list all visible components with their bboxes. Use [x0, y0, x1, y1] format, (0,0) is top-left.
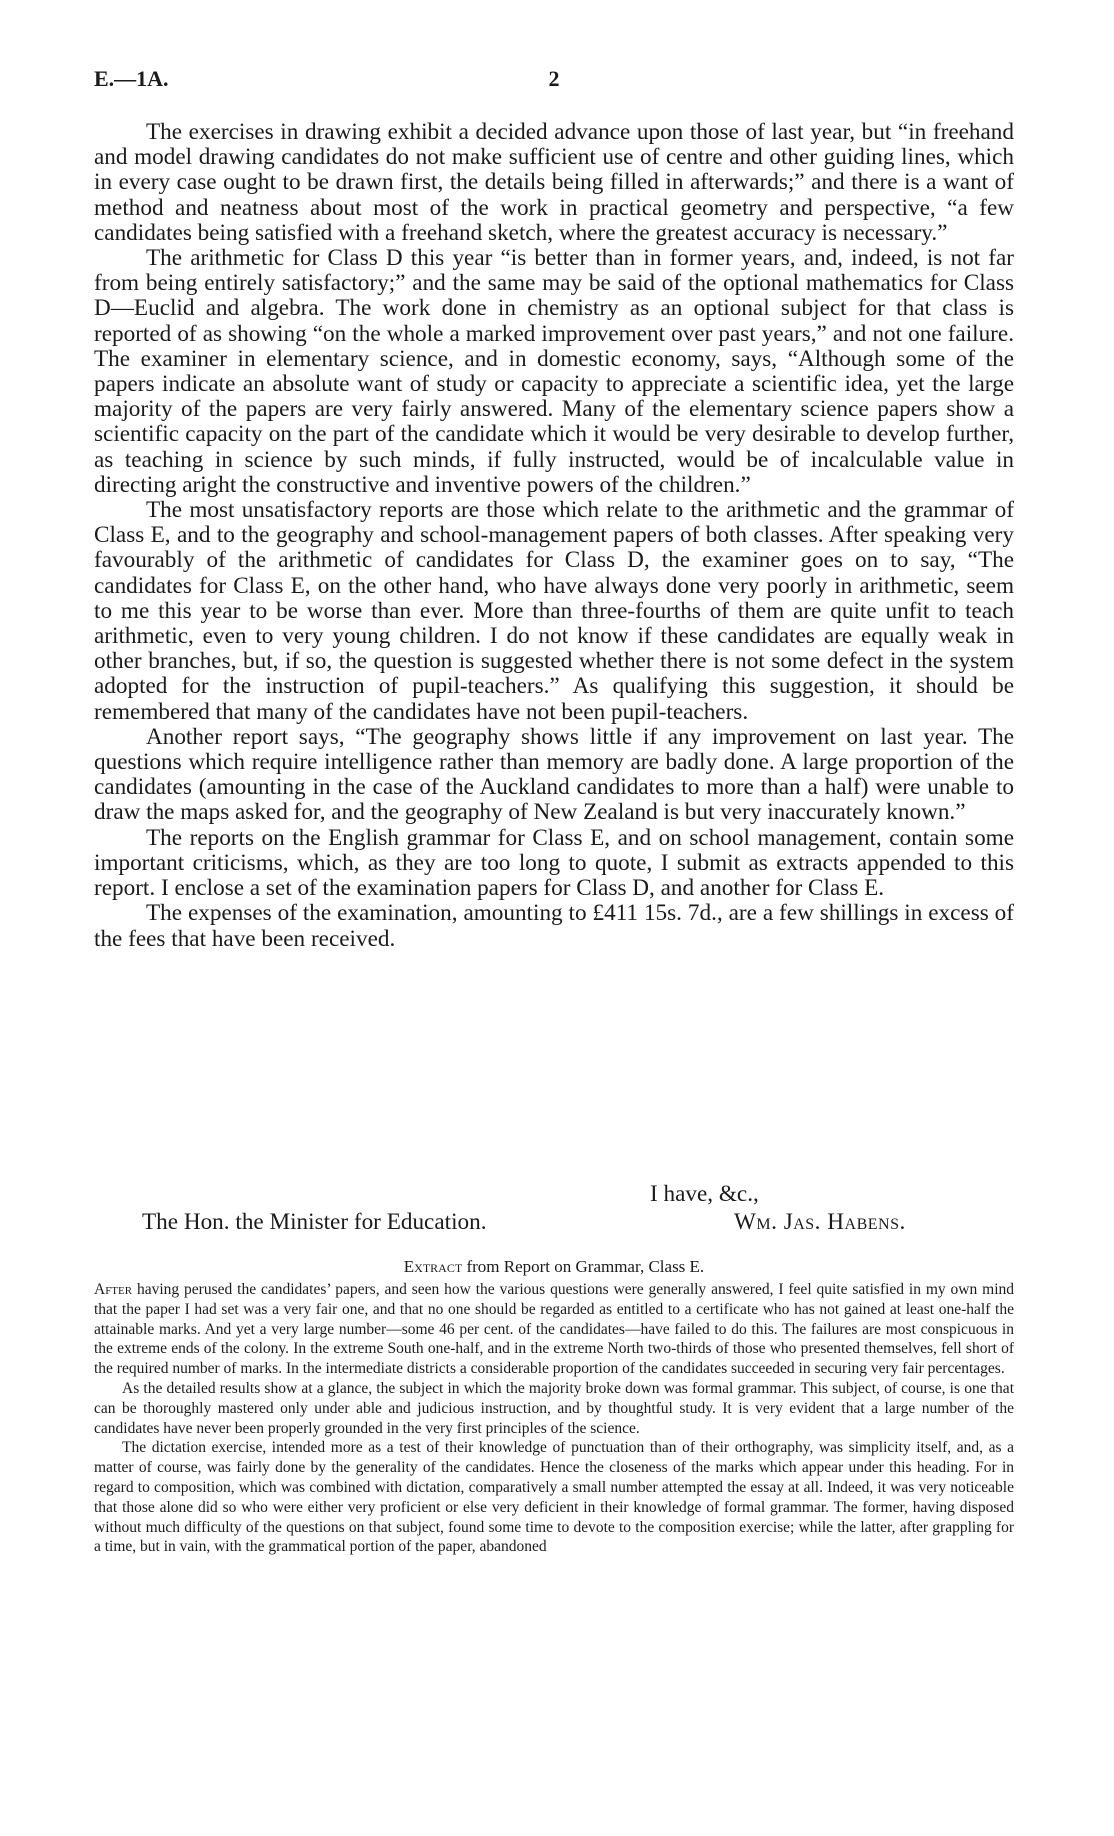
paragraph-grammar-management: The reports on the English grammar for Class E, and on school management, contain some important criticisms, which, as they are too long to quote, I submit as extracts appended to this report. I enclose a set of the examination papers for Class D, and another for Class E. [94, 824, 1014, 902]
page-number: 2 [548, 66, 560, 91]
report-body [94, 120, 1014, 952]
paragraph-unsatisfactory-reports: The most unsatisfactory reports are those which relate to the arithmetic and the grammar of Class E, and to the geography and school-management papers of both classes. After speaking very favourably of the arithmetic of candidates for Class D, the examiner goes on to say, “The candidates for Class E, on the other hand, who have always done very poorly in arithmetic, seem to me this year to be worse than ever. More than three-fourths of them are quite unfit to teach arithmetic, even to very young children. I do not know if these candidates are equally weak in other branches, but, if so, the question is suggested whether there is not some defect in the system adopted for the instruction of pupil-teachers.” As qualifying this suggestion, it should be remembered that many of the candidates have not been pupil-teachers. [94, 497, 1014, 725]
extract-paragraph-3: The dictation exercise, intended more as a test of their knowledge of punctuation than of their orthography, was simplicity itself, and, as a matter of course, was fairly done by the generality of the candidates. Hence the closeness of the marks which appear under this heading. For in regard to composition, which was combined with dictation, comparatively a small number attempted the essay at all. Indeed, it was very noticeable that those alone did so who were either very proficient or else very deficient in their knowledge of formal grammar. The former, having disposed without much difficulty of the questions on that subject, found some time to devote to the composition exercise; while the latter, after grappling for a time, but in vain, with the grammatical portion of the paper, abandoned [94, 1439, 1014, 1556]
extract-title-lead: Extract [403, 1257, 463, 1276]
extract-p1-lead: After [94, 1281, 133, 1298]
extract-p1-rest: having perused the candidates’ papers, and seen how the various questions were generally answered, I feel quite satisfied in my own mind that the paper I had set was a very fair one, and that no one should be regarded as entitled to a certificate who has not gained at least one-half the attainable marks. And yet a very large number—some 46 per cent. of the candidates—have failed to do this. The failures are most conspicuous in the extreme ends of the colony. In the extreme South one-half, and in the extreme North two-thirds of those who presented themselves, fell short of the required number of marks. In the intermediate districts a considerable proportion of the candidates succeeded in securing very fair percentages. [94, 1281, 1014, 1378]
extract-paragraph-2: As the detailed results show at a glance, the subject in which the majority broke down was formal grammar. This subject, of course, is one that can be thoroughly mastered only under able and judicious instruction, and by thoughtful study. It is very evident that a large number of the candidates have never been properly grounded in the very first principles of the science. [94, 1379, 1014, 1437]
paragraph-drawing: The exercises in drawing exhibit a decided advance upon those of last year, but “in freehand and model drawing candidates do not make sufficient use of centre and other guiding lines, which in every case ought to be drawn first, the details being filled in afterwards;” and there is a want of method and neatness about most of the work in practical geometry and perspective, “a few candidates being satisfied with a freehand sketch, where the greatest accuracy is necessary.” [94, 119, 1014, 246]
paragraph-arithmetic-science: The arithmetic for Class D this year “is better than in former years, and, indeed, is not far from being entirely satisfactory;” and the same may be said of the optional mathematics for Class D—Euclid and algebra. The work done in chemistry as an optional subject for that class is reported of as showing “on the whole a marked improvement over past years,” and not one failure. The examiner in elementary science, and in domestic economy, says, “Although some of the papers indicate an absolute want of study or capacity to appreciate a scientific idea, yet the large majority of the papers are very fairly answered. Many of the elementary science papers show a scientific capacity on the part of the candidate which it would be very desirable to develop further, as teaching in science by such minds, if fully instructed, would be of incalculable value in directing aright the constructive and inventive powers of the children.” [94, 245, 1014, 498]
document-code: E.—1A. [94, 66, 169, 91]
extract-paragraph-1 [94, 1280, 1014, 1379]
extract-title [94, 1256, 1014, 1278]
paragraph-geography: Another report says, “The geography shows little if any improvement on last year. The questions which require intelligence rather than memory are badly done. A large proportion of the candidates (amounting in the case of the Auckland candidates to more than a half) were unable to draw the maps asked for, and the geography of New Zealand is but very inaccurately known.” [94, 723, 1014, 826]
page-header [94, 66, 1014, 100]
addressee: The Hon. the Minister for Education. [142, 1209, 487, 1235]
paragraph-expenses: The expenses of the examination, amounting to £411 15s. 7d., are a few shillings in excess of the fees that have been received. [94, 900, 1014, 952]
signature: Wm. Jas. Habens. [734, 1209, 906, 1235]
grammar-report-extract [94, 1256, 1014, 1557]
extract-title-rest: from Report on Grammar, Class E. [462, 1257, 705, 1276]
closing-salutation: I have, &c., [650, 1181, 759, 1207]
